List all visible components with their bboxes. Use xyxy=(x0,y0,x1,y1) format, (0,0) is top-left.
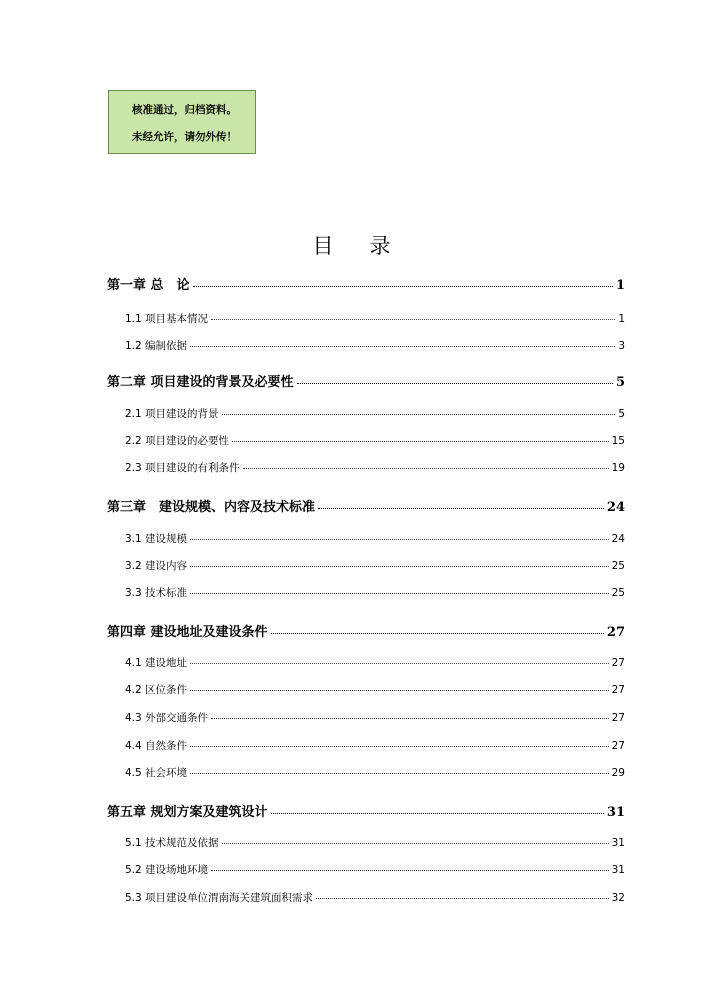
toc-entry-label: 2.1 项目建设的背景 xyxy=(125,408,219,420)
toc-page-number: 15 xyxy=(611,435,625,447)
toc-dot-leader xyxy=(271,813,604,814)
toc-chapter-entry[interactable] xyxy=(107,801,625,820)
toc-page-number: 29 xyxy=(611,767,625,779)
notice-line-2: 未经允许，请勿外传！ xyxy=(132,131,237,143)
toc-page-number: 19 xyxy=(611,462,625,474)
toc-page-number: 31 xyxy=(611,864,625,876)
toc-section-entry[interactable] xyxy=(125,531,625,546)
toc-section-entry[interactable] xyxy=(125,710,625,725)
toc-entry-label: 3.2 建设内容 xyxy=(125,560,188,572)
toc-section-entry[interactable] xyxy=(125,862,625,877)
toc-dot-leader xyxy=(316,898,609,899)
toc-chapter-entry[interactable] xyxy=(107,371,625,390)
toc-entry-label: 3.3 技术标准 xyxy=(125,587,188,599)
toc-title: 目录 xyxy=(312,234,427,258)
toc-entry-label: 第五章 规划方案及建筑设计 xyxy=(107,805,268,820)
toc-dot-leader xyxy=(190,346,615,347)
toc-section-entry[interactable] xyxy=(125,311,625,326)
toc-section-entry[interactable] xyxy=(125,655,625,670)
toc-entry-label: 5.2 建设场地环境 xyxy=(125,864,209,876)
toc-entry-label: 第二章 项目建设的背景及必要性 xyxy=(107,375,294,390)
toc-entry-label: 3.1 建设规模 xyxy=(125,533,188,545)
toc-page-number: 31 xyxy=(606,805,625,820)
toc-section-entry[interactable] xyxy=(125,558,625,573)
toc-section-entry[interactable] xyxy=(125,890,625,905)
toc-dot-leader xyxy=(211,718,609,719)
toc-dot-leader xyxy=(193,286,613,287)
toc-page-number: 27 xyxy=(611,684,625,696)
toc-dot-leader xyxy=(211,870,609,871)
toc-section-entry[interactable] xyxy=(125,765,625,780)
toc-page-number: 25 xyxy=(611,587,625,599)
toc-dot-leader xyxy=(190,566,609,567)
toc-page-number: 24 xyxy=(606,500,625,515)
toc-section-entry[interactable] xyxy=(125,433,625,448)
toc-page-number: 27 xyxy=(606,625,625,640)
toc-page-number: 1 xyxy=(615,278,625,293)
toc-dot-leader xyxy=(211,319,615,320)
toc-chapter-entry[interactable] xyxy=(107,274,625,293)
toc-entry-label: 1.2 编制依据 xyxy=(125,340,188,352)
toc-section-entry[interactable] xyxy=(125,406,625,421)
toc-dot-leader xyxy=(271,633,604,634)
toc-dot-leader xyxy=(190,773,609,774)
toc-section-entry[interactable] xyxy=(125,682,625,697)
toc-chapter-entry[interactable] xyxy=(107,496,625,515)
toc-entry-label: 2.3 项目建设的有利条件 xyxy=(125,462,240,474)
toc-page-number: 27 xyxy=(611,712,625,724)
notice-line-1: 核准通过，归档资料。 xyxy=(132,104,237,116)
toc-page-number: 5 xyxy=(618,408,625,420)
toc-entry-label: 第一章 总 论 xyxy=(107,278,190,293)
toc-entry-label: 第四章 建设地址及建设条件 xyxy=(107,625,268,640)
toc-page-number: 32 xyxy=(611,892,625,904)
toc-entry-label: 5.3 项目建设单位渭南海关建筑面积需求 xyxy=(125,892,314,904)
toc-entry-label: 1.1 项目基本情况 xyxy=(125,313,209,325)
toc-page-number: 25 xyxy=(611,560,625,572)
toc-page-number: 1 xyxy=(618,313,625,325)
toc-entry-label: 4.1 建设地址 xyxy=(125,657,188,669)
toc-section-entry[interactable] xyxy=(125,738,625,753)
toc-section-entry[interactable] xyxy=(125,338,625,353)
toc-entry-label: 4.3 外部交通条件 xyxy=(125,712,209,724)
toc-page-number: 27 xyxy=(611,740,625,752)
toc-page-number: 31 xyxy=(611,837,625,849)
toc-section-entry[interactable] xyxy=(125,460,625,475)
toc-page-number: 5 xyxy=(615,375,625,390)
toc-entry-label: 4.2 区位条件 xyxy=(125,684,188,696)
toc-dot-leader xyxy=(222,843,609,844)
toc-entry-label: 2.2 项目建设的必要性 xyxy=(125,435,230,447)
toc-page-number: 3 xyxy=(618,340,625,352)
toc-section-entry[interactable] xyxy=(125,585,625,600)
toc-dot-leader xyxy=(190,663,609,664)
toc-page-number: 24 xyxy=(611,533,625,545)
toc-dot-leader xyxy=(243,468,609,469)
toc-dot-leader xyxy=(190,690,609,691)
toc-entry-label: 4.5 社会环境 xyxy=(125,767,188,779)
toc-dot-leader xyxy=(222,414,616,415)
toc-dot-leader xyxy=(190,746,609,747)
toc-page-number: 27 xyxy=(611,657,625,669)
toc-dot-leader xyxy=(232,441,609,442)
toc-dot-leader xyxy=(190,539,609,540)
toc-dot-leader xyxy=(190,593,609,594)
toc-section-entry[interactable] xyxy=(125,835,625,850)
toc-dot-leader xyxy=(297,383,613,384)
toc-entry-label: 4.4 自然条件 xyxy=(125,740,188,752)
toc-entry-label: 5.1 技术规范及依据 xyxy=(125,837,219,849)
approval-notice-box xyxy=(108,90,256,154)
toc-entry-label: 第三章 建设规模、内容及技术标准 xyxy=(107,500,316,515)
toc-chapter-entry[interactable] xyxy=(107,621,625,640)
toc-dot-leader xyxy=(318,508,604,509)
